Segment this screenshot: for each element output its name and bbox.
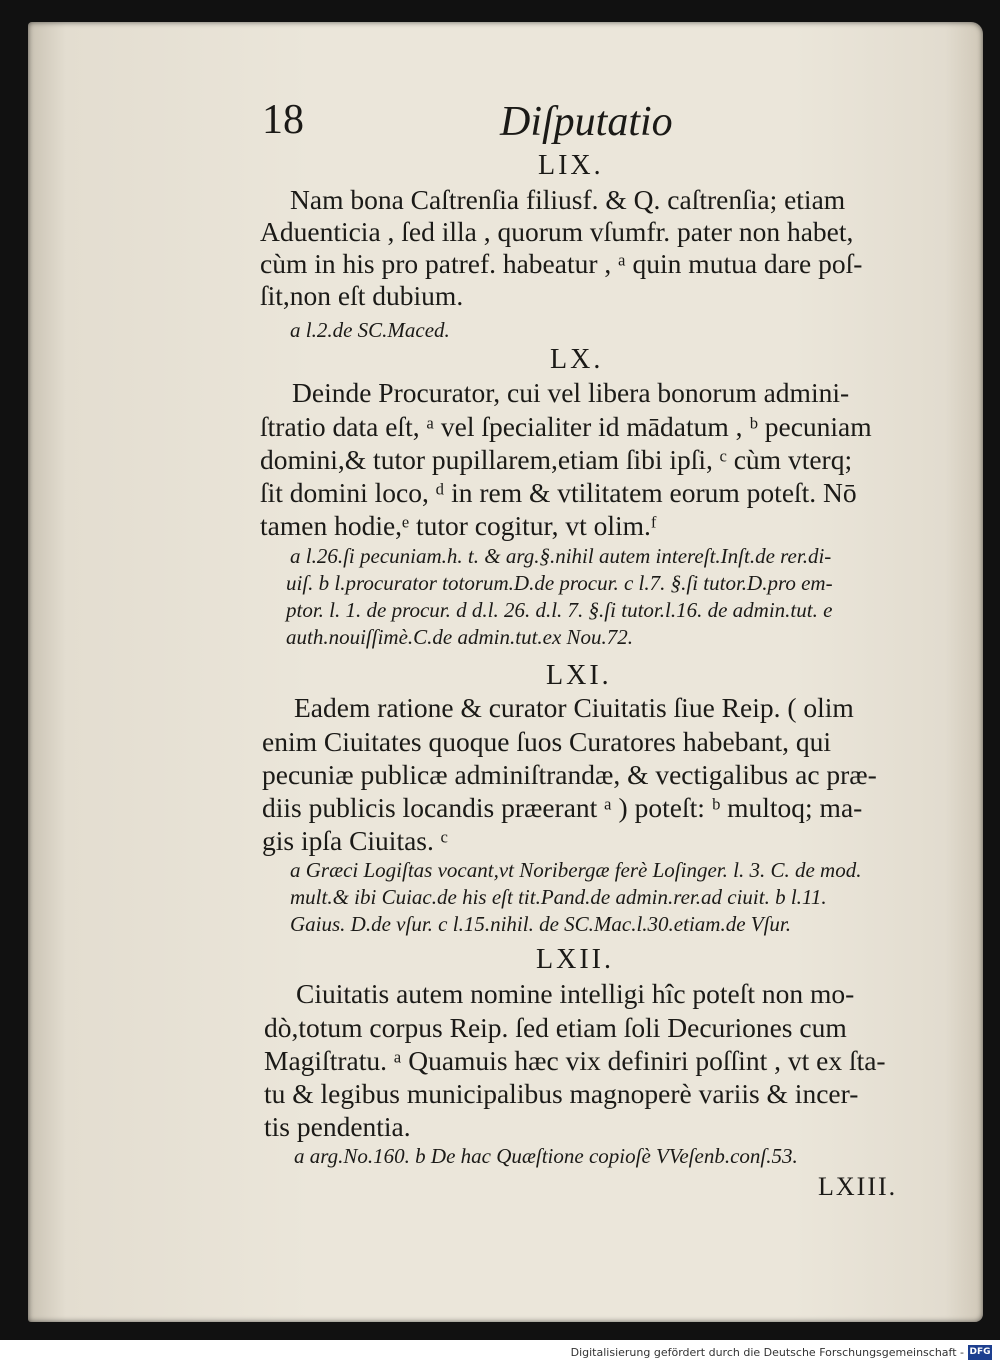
section-number: LXII. [536, 944, 614, 975]
body-line: tu & legibus municipalibus magnoperè variis & incer- [264, 1078, 859, 1109]
footnote-line: uiſ. b l.procurator totorum.D.de procur. c l.7. §.ſi tutor.D.pro em- [286, 571, 833, 595]
body-line: Ciuitatis autem nomine intelligi hîc poteſt non mo- [296, 978, 855, 1009]
body-line: enim Ciuitates quoque ſuos Curatores habebant, qui [262, 726, 831, 757]
footnote-line: mult.& ibi Cuiac.de his eſt tit.Pand.de admin.rer.ad ciuit. b l.11. [290, 885, 827, 909]
body-line: tis pendentia. [264, 1111, 411, 1142]
section-number: LXI. [546, 660, 612, 691]
body-line: dò,totum corpus Reip. ſed etiam ſoli Decuriones cum [264, 1012, 847, 1043]
body-line: tamen hodie,ᵉ tutor cogitur, vt olim.ᶠ [260, 510, 657, 541]
body-line: cùm in his pro patref. habeatur , ᵃ quin mutua dare poſ- [260, 248, 863, 279]
footnote-line: Gaius. D.de vſur. c l.15.nihil. de SC.Mac.l.30.etiam.de Vſur. [290, 912, 792, 936]
section-number: LIX. [538, 150, 604, 181]
footnote-line: a l.2.de SC.Maced. [290, 318, 450, 342]
body-line: diis publicis locandis præerant ᵃ ) poteſt: ᵇ multoq; ma- [262, 792, 863, 823]
body-line: Nam bona Caſtrenſia filiusf. & Q. caſtrenſia; etiam [290, 184, 846, 215]
body-line: pecuniæ publicæ adminiſtrandæ, & vectigalibus ac præ- [262, 759, 877, 790]
body-line: Magiſtratu. ᵃ Quamuis hæc vix definiri poſſint , vt ex ſta- [264, 1045, 886, 1076]
body-line: ſit,non eſt dubium. [260, 280, 464, 311]
footnote-line: a arg.No.160. b De hac Quæſtione copioſè VVeſenb.conſ.53. [294, 1144, 798, 1168]
catchword: LXIII. [818, 1172, 898, 1201]
book-page [28, 22, 983, 1322]
running-title: Diſputatio [500, 99, 673, 145]
body-line: Deinde Procurator, cui vel libera bonorum admini- [292, 377, 850, 408]
footnote-line: a Græci Logiſtas vocant,vt Noribergæ ferè Loſinger. l. 3. C. de mod. [290, 858, 862, 882]
page-number: 18 [262, 97, 304, 143]
body-line: ſtratio data eſt, ᵃ vel ſpecialiter id mādatum , ᵇ pecuniam [260, 411, 872, 442]
funding-notice: Digitalisierung gefördert durch die Deutsche Forschungsgemeinschaft - [570, 1346, 964, 1359]
footnote-line: a l.26.ſi pecuniam.h. t. & arg.§.nihil autem intereſt.Inſt.de rer.di- [290, 544, 832, 568]
section-number: LX. [550, 344, 604, 375]
body-line: gis ipſa Ciuitas. ᶜ [262, 825, 448, 856]
body-line: ſit domini loco, ᵈ in rem & vtilitatem eorum poteſt. Nō [260, 477, 857, 508]
footnote-line: ptor. l. 1. de procur. d d.l. 26. d.l. 7. §.ſi tutor.l.16. de admin.tut. e [286, 598, 833, 622]
footnote-line: auth.nouiſſimè.C.de admin.tut.ex Nou.72. [286, 625, 634, 649]
body-line: Aduenticia , ſed illa , quorum vſumfr. pater non habet, [260, 216, 854, 247]
body-line: Eadem ratione & curator Ciuitatis ſiue Reip. ( olim [294, 692, 854, 723]
body-line: domini,& tutor pupillarem,etiam ſibi ipſi, ᶜ cùm vterq; [260, 444, 853, 475]
dfg-logo-icon: DFG [968, 1345, 992, 1360]
digitization-footer [0, 1340, 1000, 1366]
